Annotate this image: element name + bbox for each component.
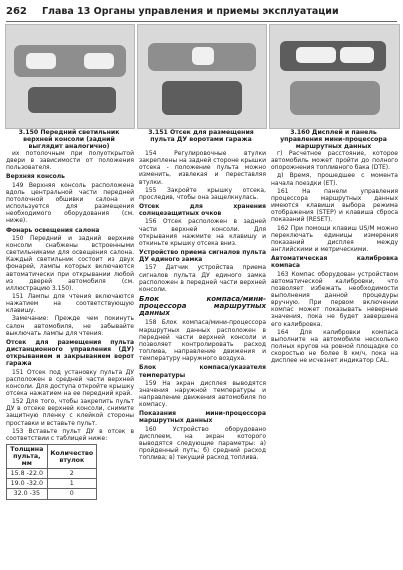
paragraph: 159 На экран дисплея выводятся значения наружной температуры и направление движения автомобиля по компасу. <box>139 379 266 409</box>
paragraph: 151 Лампы для чтения включаются нажатием на соответствующую клавишу. <box>6 292 134 315</box>
figure-caption-3-151: 3.151 Отсек для размещения пульта ДУ воротами гаража <box>148 129 254 143</box>
paragraph: 150 Передний и задний верхние консоли снабжены встроенными светильниками для освещения салона. Каждый светильник состоит из двух фонарей, лампы которых включаются автоматически при открывании любой из дверей автомобиля (см. иллюстрацию 3.150). <box>6 234 134 292</box>
section-heading: Автоматическая калибровка компаса <box>271 255 398 270</box>
section-heading: Устройство приема сигналов пульта ДУ единого замка <box>139 249 266 264</box>
page-number: 262 <box>6 6 27 17</box>
figure-shape <box>290 81 380 115</box>
section-heading: Блок компаса/мини-процессора маршрутных данных <box>139 294 266 318</box>
paragraph: 156 Отсек расположен в задней части верхней консоли. Для открывания нажмите на клавишу и откиньте крышку отсека вниз. <box>139 218 266 247</box>
figure-shape <box>162 81 242 115</box>
table-cell: 15.8 -22.0 <box>7 469 48 479</box>
text-column-3 <box>271 150 398 366</box>
section-heading: Показания мини-процессора маршрутных данных <box>139 410 266 425</box>
paragraph: 154 Регулировочные втулки закреплены на задней стороне крышки отсека - положение пульта можно изменить, извлекая и переставляя втулки. <box>139 150 266 186</box>
paragraph: 153 Вставьте пульт ДУ в отсек в соответствии с таблицей ниже: <box>6 427 134 442</box>
paragraph: 158 Блок компаса/мини-процессора маршрутных данных расположен в передней части верхней консоли и позволяет контролировать расход топлива, направление движения и температуру наружного воздуха. <box>139 319 266 363</box>
table-header: Толщина пульта, мм <box>7 445 48 469</box>
chapter-title: Глава 13 Органы управления и приемы эксплуатации <box>42 6 339 17</box>
page-header <box>0 0 403 26</box>
paragraph: 151 Отсек под установку пульта ДУ расположен в средней части верхней консоли. Для доступа откройте крышку отсека нажатием на ее передний край. <box>6 368 134 397</box>
paragraph: 164 Для калибровки компаса выполните на автомобиле несколько полных кругов на ровной площадке со скоростью не более 8 км/ч, пока на дисплее не исчезнет индикатор CAL. <box>271 328 398 365</box>
table-cell: 19.0 -32.0 <box>7 479 48 489</box>
section-heading: Отсек для хранения солнцезащитных очков <box>139 203 266 218</box>
figure-3-160 <box>269 24 400 129</box>
table-cell: 1 <box>47 479 96 489</box>
paragraph: 160 Устройство оборудовано дисплеем, на экран которого выводятся следующие параметры: а) пройденный путь; б) средний расход топлива; в) текущий расход топлива. <box>139 425 266 462</box>
table-header: Количество втулок <box>47 445 96 469</box>
spacer-table <box>6 444 97 499</box>
figure-caption-3-150: 3.150 Передний светильник верхней консоли (задний выглядит аналогично) <box>18 129 120 150</box>
paragraph: 149 Верхняя консоль расположена вдоль центральной части передней потолочной обшивки салона и используется для размещения необходимого оборудования (см. ниже). <box>6 181 134 225</box>
table-row <box>7 479 97 489</box>
section-heading: Отсек для размещения пульта дистанционного управления (ДУ) открыванием и закрыванием ворот гаража <box>6 338 134 368</box>
figure-shape <box>192 47 214 65</box>
table-row <box>7 469 97 479</box>
table-row <box>7 489 97 499</box>
table-cell: 32.0 -35 <box>7 489 48 499</box>
paragraph: 157 Датчик устройства приема сигналов пульта ДУ единого замка расположен в передней части верхней консоли. <box>139 264 266 293</box>
paragraph: 162 При помощи клавиш US/M можно переключать единицы измерения показаний дисплея между английскими и метрическими. <box>271 224 398 254</box>
note: Замечание: Прежде чем покинуть салон автомобиля, не забывайте выключать лампы для чтения. <box>6 315 134 337</box>
section-heading: Фонарь освещения салона <box>6 226 100 234</box>
figure-shape <box>28 87 116 113</box>
paragraph: г) Расчетное расстояние, которое автомобиль может пройти до полного опорожнения топливного бака (DTE). <box>271 150 398 172</box>
figure-shape <box>26 53 56 69</box>
section-heading: Верхняя консоль <box>6 173 65 181</box>
figure-shape <box>340 47 374 63</box>
figure-caption-3-160: 3.160 Дисплей и панель управления мини-процессора маршрутных данных <box>280 129 387 150</box>
figure-3-151 <box>137 24 267 129</box>
paragraph: 161 На панели управления процессора маршрутных данных имеются клавиши выбора режима отображения (STEP) и клавиша сброса показаний (RESET). <box>271 187 398 224</box>
text-column-1 <box>6 150 134 500</box>
header-rule <box>6 21 397 22</box>
figure-shape <box>84 53 114 69</box>
paragraph: д) Время, прошедшее с момента начала поездки (ET). <box>271 172 398 187</box>
paragraph: их потолочным при полуоткрытой двери в зависимости от положения пользователя. <box>6 150 134 172</box>
paragraph: 152 Для того, чтобы закрепить пульт ДУ в отсеке верхней консоли, снимите защитную пленку с клейкой стороны проставки и вставьте пульт. <box>6 398 134 427</box>
paragraph: 163 Компас оборудован устройством автоматической калибровки, что позволяет избежать необходимости выполнения данной процедуры вручную. При первом включении компас может показывать неверные значения, пока не будет завершена его калибровка. <box>271 270 398 328</box>
paragraph: 155 Закройте крышку отсека, проследив, чтобы она защелкнулась. <box>139 186 266 201</box>
table-cell: 2 <box>47 469 96 479</box>
section-heading: Блок компаса/указателя температуры <box>139 364 266 379</box>
text-column-2 <box>139 150 266 462</box>
figure-shape <box>296 47 336 63</box>
table-cell: 0 <box>47 489 96 499</box>
figure-3-150 <box>5 24 135 129</box>
